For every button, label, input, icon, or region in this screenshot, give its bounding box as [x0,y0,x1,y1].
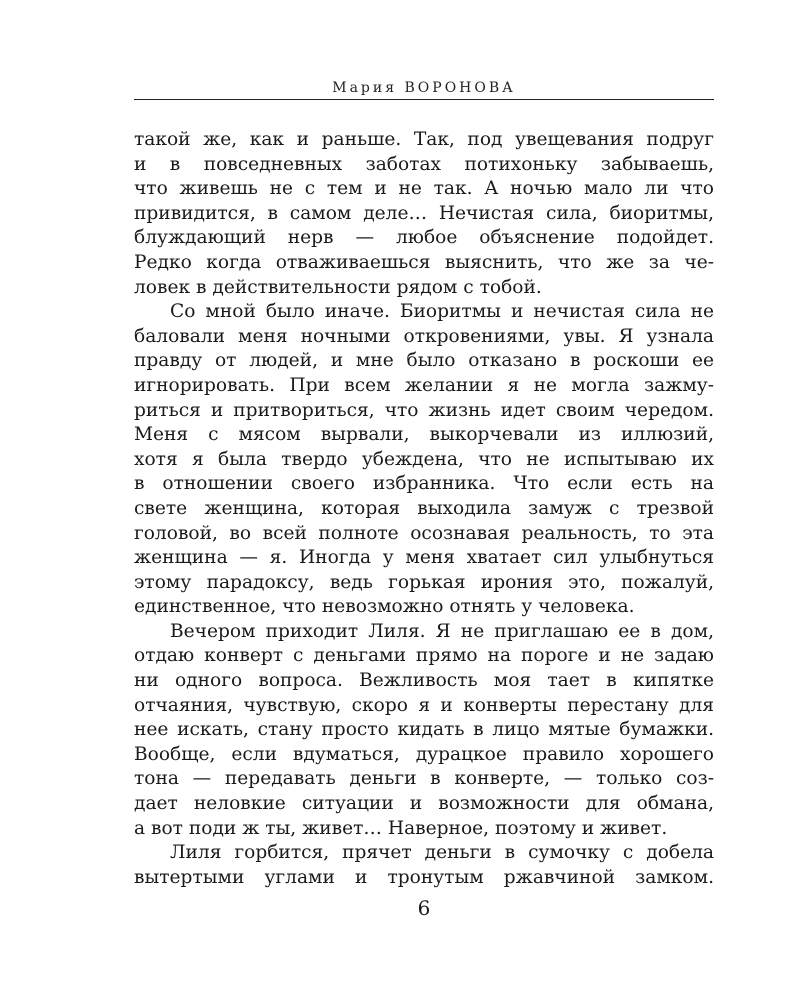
text-line: правду от людей, и мне было отказано в роскоши ее [134,350,714,372]
text-line: нее искать, стану просто кидать в лицо мятые бумажки. [134,719,714,741]
text-line: игнорировать. При всем желании я не могла зажму- [134,374,714,396]
text-line: риться и притвориться, что жизнь идет своим чередом. [134,399,714,421]
text-line: баловали меня ночными откровениями, увы. Я узнала [134,325,714,347]
text-line: тона — передавать деньги в конверте, — только соз- [134,768,714,790]
text-line: Лиля горбится, прячет деньги в сумочку с добела [170,842,714,864]
text-line: Меня с мясом вырвали, выкорчевали из иллюзий, [134,424,714,446]
header-rule [134,99,714,100]
text-line: ловек в действительности рядом с тобой. [134,276,542,298]
text-line: Со мной было иначе. Биоритмы и нечистая сила не [170,301,714,323]
text-line: привидится, в самом деле… Нечистая сила, биоритмы, [134,202,714,224]
text-line: блуждающий нерв — любое объяснение подойдет. [134,227,714,249]
page-number: 6 [417,896,431,920]
text-line: и в повседневных заботах потихоньку забываешь, [134,153,714,175]
text-line: единственное, что невозможно отнять у человека. [134,596,635,618]
text-line: отчаяния, чувствую, скоро я и конверты перестану для [134,694,714,716]
text-line: Вообще, если вдуматься, дурацкое правило хорошего [134,743,714,765]
text-line: Редко когда отваживаешься выяснить, что же за че- [134,251,714,273]
text-line: вытертыми углами и тронутым ржавчиной замком. [134,866,714,888]
text-line: головой, во всей полноте осознавая реальность, то эта [134,522,714,544]
text-line: Вечером приходит Лиля. Я не приглашаю ее в дом, [170,620,714,642]
body-text [134,128,714,890]
text-line: хотя я была твердо убеждена, что не испытываю их [134,448,714,470]
text-line: в отношении своего избранника. Что если есть на [134,473,714,495]
running-head: Мария ВОРОНОВА [332,80,516,96]
text-line: такой же, как и раньше. Так, под увещевания подруг [134,129,714,150]
text-line: этому парадоксу, ведь горькая ирония это, пожалуй, [134,571,714,593]
text-line: женщина — я. Иногда у меня хватает сил улыбнуться [134,547,714,569]
text-line: что живешь не с тем и не так. А ночью мало ли что [134,178,714,200]
text-line: свете женщина, которая выходила замуж с трезвой [134,497,714,519]
text-line: отдаю конверт с деньгами прямо на пороге и не задаю [134,645,714,667]
text-line: ни одного вопроса. Вежливость моя тает в кипятке [134,670,714,692]
text-line: дает неловкие ситуации и возможности для обмана, [134,793,714,815]
text-line: а вот поди ж ты, живет… Наверное, поэтому и живет. [134,817,668,839]
